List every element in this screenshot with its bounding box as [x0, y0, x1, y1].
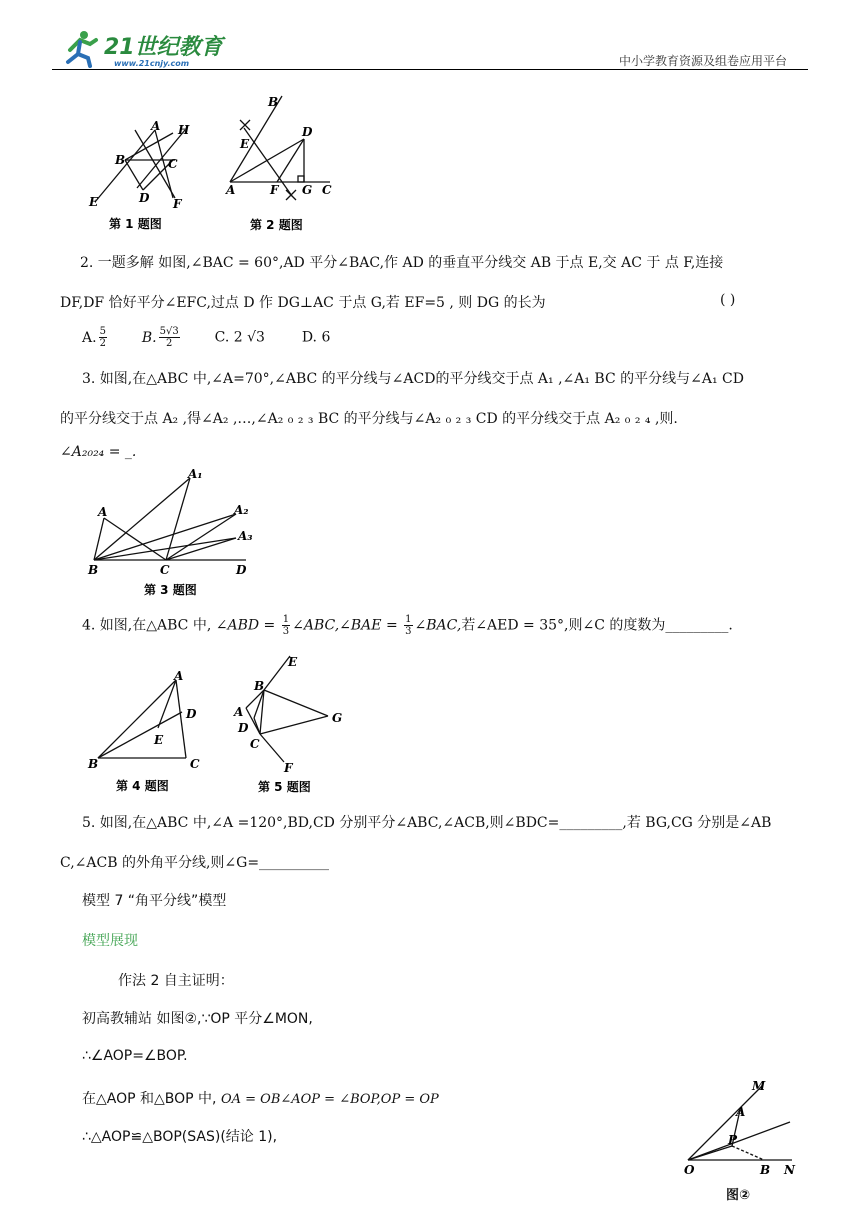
q2-line-2: DF,DF 恰好平分∠EFC,过点 D 作 DG⊥AC 于点 G,若 EF=5 , 则 DG 的长为 — [60, 295, 546, 311]
fig4-label-d: D — [186, 707, 197, 721]
fig4-label-c: C — [190, 757, 200, 771]
fig1-label-c: C — [168, 157, 178, 171]
q2-line-1: 2. 一题多解 如图,∠BAC = 60°,AD 平分∠BAC,作 AD 的垂直平分线交 AB 于点 E,交 AC 于 点 F,连接 — [80, 255, 724, 271]
fig4-label-e: E — [154, 733, 164, 747]
fig3-label-a3: A₃ — [238, 529, 253, 543]
header-divider — [52, 69, 808, 70]
q3-line-3: ∠A₂₀₂₄ = _. — [60, 444, 137, 460]
fig5-label-c: C — [250, 737, 260, 751]
fig3-label-b: B — [88, 563, 99, 577]
fig6-label-p: P — [728, 1133, 738, 1147]
fig1-label-a: A — [151, 119, 161, 133]
fig1-label-h: H — [178, 123, 190, 137]
fig5-caption: 第 5 题图 — [258, 780, 311, 794]
runner-logo-icon — [60, 28, 230, 68]
fig3-label-a2: A₂ — [234, 503, 249, 517]
figure-4 — [86, 666, 212, 796]
fig6-label-b: B — [760, 1163, 771, 1176]
fig6-label-a: A — [736, 1105, 746, 1119]
fig2-label-a: A — [226, 183, 236, 197]
fig1-label-f: F — [173, 197, 182, 211]
fig1-label-b: B — [115, 153, 126, 167]
model-proof-line-1: 初高教辅站 如图②,∵OP 平分∠MON, — [82, 1011, 313, 1027]
q3-line-2: 的平分线交于点 A₂ ,得∠A₂ ,…,∠A₂ ₀ ₂ ₃ BC 的平分线与∠A₂ ₀ ₂ ₃ CD 的平分线交于点 A₂ ₀ ₂ ₄ ,则. — [60, 411, 678, 427]
fig1-label-d: D — [139, 191, 150, 205]
q2-answer-paren: ( ) — [720, 292, 736, 308]
fig1-label-e: E — [89, 195, 99, 209]
fig2-label-e: E — [240, 137, 250, 151]
fig2-label-d: D — [302, 125, 313, 139]
figure-3 — [86, 466, 266, 602]
fig5-label-g: G — [332, 711, 343, 725]
fig3-label-d: D — [236, 563, 247, 577]
model-proof-line-2: ∴∠AOP=∠BOP. — [82, 1048, 188, 1064]
fig3-label-a: A — [98, 505, 108, 519]
fig5-label-e: E — [288, 655, 298, 669]
model-method: 作法 2 自主证明： — [118, 973, 234, 989]
fig2-caption: 第 2 题图 — [250, 218, 303, 232]
figure-6 — [680, 1076, 806, 1176]
fig1-caption: 第 1 题图 — [109, 217, 162, 231]
header-platform-text: 中小学教育资源及组卷应用平台 — [619, 54, 788, 68]
model-proof-line-3: 在△AOP 和△BOP 中, OA = OB∠AOP = ∠BOP,OP = OP — [82, 1091, 439, 1107]
q4-line: 4. 如图,在△ABC 中, ∠ABD = $\frac{1}{3}$ ∠ABC,∠BAE = $\frac{1}{3}$ ∠BAC,若∠AED = 35°,则∠C 的度数为_________. — [82, 614, 733, 637]
fig6-label-n: N — [784, 1163, 795, 1176]
fig3-caption: 第 3 题图 — [144, 583, 197, 597]
fig4-label-a: A — [174, 669, 184, 683]
fig5-label-a: A — [234, 705, 244, 719]
model-title: 模型 7 “角平分线”模型 — [82, 893, 227, 909]
fig6-label-o: O — [684, 1163, 695, 1176]
q2-option-d: D. 6 — [301, 329, 331, 346]
q3-line-1: 3. 如图,在△ABC 中,∠A=70°,∠ABC 的平分线与∠ACD的平分线交于点 A₁ ,∠A₁ BC 的平分线与∠A₁ CD — [82, 371, 744, 387]
fig2-label-b: B — [268, 95, 279, 109]
fig2-label-c: C — [322, 183, 332, 197]
fig5-label-b: B — [254, 679, 265, 693]
figure-1 — [85, 118, 195, 234]
q2-options — [82, 326, 330, 349]
q2-option-c: C. 2 √3 — [214, 329, 265, 346]
logo-url: www.21cnjy.com — [114, 59, 190, 68]
q5-line-2: C,∠ACB 的外角平分线,则∠G=__________ — [60, 855, 330, 871]
q2-option-a: A. $\frac{5}{2}$ — [82, 326, 106, 349]
q2-option-b: B. $\frac{5√3}{2}$ — [141, 326, 179, 349]
fig4-label-b: B — [88, 757, 99, 771]
fig2-label-f: F — [270, 183, 279, 197]
fig5-label-f: F — [284, 761, 293, 775]
model-show-heading: 模型展现 — [82, 933, 138, 949]
fig3-label-a1: A₁ — [188, 467, 203, 481]
fig3-label-c: C — [160, 563, 170, 577]
figure-5 — [232, 652, 352, 796]
q5-line-1: 5. 如图,在△ABC 中,∠A =120°,BD,CD 分别平分∠ABC,∠ACB,则∠BDC=_________,若 BG,CG 分别是∠AB — [82, 815, 772, 831]
model-proof-line-4: ∴△AOP≌△BOP(SAS)(结论 1), — [82, 1129, 278, 1145]
fig4-caption: 第 4 题图 — [116, 779, 169, 793]
figure-2 — [222, 92, 342, 234]
fig5-label-d: D — [238, 721, 249, 735]
logo-text: 21世纪教育 — [104, 35, 223, 60]
site-logo — [60, 28, 230, 68]
fig6-label-m: M — [752, 1079, 766, 1093]
fig6-caption: 图② — [726, 1188, 751, 1203]
fig2-label-g: G — [302, 183, 313, 197]
